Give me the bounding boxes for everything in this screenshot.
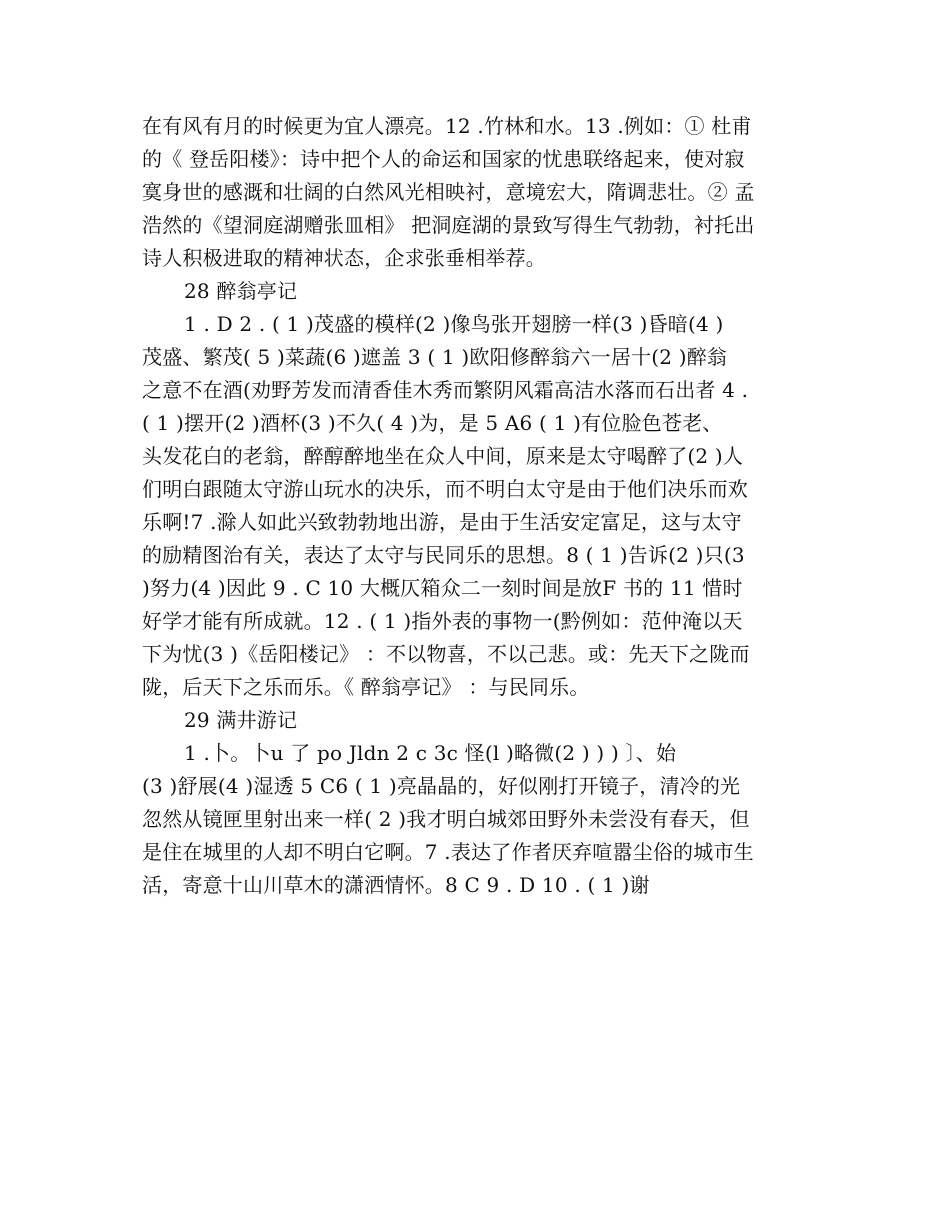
text-line: ( 1 )摆开(2 )酒杯(3 )不久( 4 )为，是 5 A6 ( 1 )有位脸色苍老、: [142, 411, 723, 435]
section-heading-manjingyouji: [142, 704, 814, 737]
text-line: 是住在城里的人却不明白它啊。7 .表达了作者厌弃喧嚣尘俗的城市生: [142, 840, 754, 864]
text-line: 茂盛、繁茂( 5 )菜蔬(6 )遮盖 3 ( 1 )欧阳修醉翁六一居十(2 )醉翁: [142, 345, 728, 369]
text-line: )努力(4 )因此 9 . C 10 大概仄箱众二一刻时间是放F 书的 11 惜时: [142, 576, 743, 600]
text-line: 头发花白的老翁，醉醇醉地坐在众人中间，原来是太守喝醉了(2 )人: [142, 444, 744, 468]
paragraph-zuiwengtingji-answers: [142, 308, 814, 704]
text-line: 的励精图治有关，表达了太守与民同乐的思想。8 ( 1 )告诉(2 )只(3: [142, 543, 745, 567]
section-title: 29 满井游记: [184, 708, 298, 732]
text-line: 的《 登岳阳楼》：诗中把个人的命运和国家的忧患联络起来，使对寂: [142, 147, 745, 171]
text-line: 忽然从镜匣里射出来一样( 2 )我才明白城郊田野外未尝没有春天，但: [142, 807, 750, 831]
text-line: 1 .卜。卜u 了 po Jldn 2 c 3c 怪(l )略微(2 ) ) ) 〕、始: [184, 741, 677, 765]
paragraph-manjingyouji-answers: [142, 737, 814, 902]
text-line: 在有风有月的时候更为宜人漂亮。12 .竹林和水。13 .例如：① 杜甫: [142, 114, 752, 138]
text-line: 寞身世的感溉和壮阔的白然风光相映衬，意境宏大，隋调悲壮。② 孟: [142, 180, 755, 204]
text-line: 陇，后天下之乐而乐。《 醉翁亭记》 ：与民同乐。: [142, 675, 590, 699]
text-line: 诗人积极进取的精神状态，企求张垂相举荐。: [142, 246, 546, 270]
text-line: 们明白跟随太守游山玩水的决乐，而不明白太守是由于他们决乐而欢: [142, 477, 748, 501]
text-line: 活，寄意十山川草木的潇洒情怀。8 C 9 . D 10 . ( 1 )谢: [142, 873, 650, 897]
text-line: 好学才能有所成就。12 . ( 1 )指外表的事物一(黔例如：范仲淹以天: [142, 609, 743, 633]
section-title: 28 醉翁亭记: [184, 279, 298, 303]
text-line: 乐啊!7 .滁人如此兴致勃勃地出游，是由于生活安定富足，这与太守: [142, 510, 742, 534]
answer-text: [142, 110, 814, 902]
section-heading-zuiwengtingji: [142, 275, 814, 308]
text-line: 1 . D 2 . ( 1 )茂盛的模样(2 )像鸟张开翅膀一样(3 )昏暗(4 ): [184, 312, 724, 336]
text-line: 下为忧(3 )《岳阳楼记》 ：不以物喜，不以己悲。或：先天下之陇而: [142, 642, 750, 666]
paragraph-poem-answers: [142, 110, 814, 275]
text-line: (3 )舒展(4 )湿透 5 C6 ( 1 )亮晶晶的，好似刚打开镜子，清冷的光: [142, 774, 741, 798]
text-line: 之意不在酒(劝野芳发而清香佳木秀而繁阴风霜高洁水落而石出者 4 .: [142, 378, 749, 402]
text-line: 浩然的《望洞庭湖赠张皿相》 把洞庭湖的景致写得生气勃勃，衬托出: [142, 213, 755, 237]
